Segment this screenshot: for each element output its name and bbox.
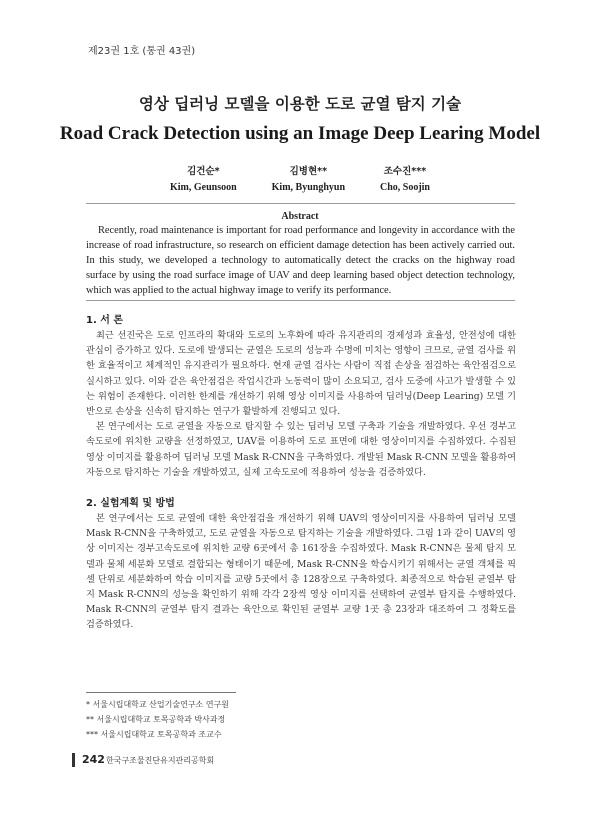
abstract-bottom-rule <box>86 300 515 301</box>
section-body-introduction <box>86 328 516 480</box>
section-body-methods <box>86 511 516 633</box>
footnote: ** 서울시립대학교 토목공학과 박사과정 <box>86 715 226 724</box>
author <box>272 163 345 193</box>
paper-title-english: Road Crack Detection using an Image Deep Learing Model <box>59 123 541 144</box>
journal-issue: 제23권 1호 (통권 43권) <box>88 46 196 57</box>
paragraph: 본 연구에서는 도로 균열에 대한 육안점검을 개선하기 위해 UAV의 영상이미지를 사용하여 딥러닝 모델 Mask R-CNN을 구축하였고, 도로 균열을 자동으로 탐지하는 기술을 개발하였다. 그림 1과 같이 UAV의 영상 이미지는 경부고속도로에 위치한 교량 6곳에서 총 161장을 수집하였다. Mask R-CNN은 물체 탐지 모델과 물체 세분화 모델로 결합되는 형태이기 때문에, Mask R-CNN을 학습시키기 위해서는 균열 객체를 픽셀 단위로 세분화하여 학습 이미지를 교량 5곳에서 총 128장으로 구축하였다. 최종적으로 학습된 균열부 탐지 Mask R-CNN의 성능을 확인하기 위해 각각 2장씩 영상 이미지를 선택하여 균열부 탐지를 수행하였다. Mask R-CNN의 균열부 탐지 결과는 육안으로 확인된 균열부 교량 1곳 총 23장과 대조하여 그 정확도를 검증하였다. <box>86 513 516 631</box>
author-name-english: Kim, Geunsoon <box>170 182 237 193</box>
paragraph: 최근 선진국은 도로 인프라의 확대와 도로의 노후화에 따라 유지관리의 경제성과 효율성, 안전성에 대한 관심이 증가하고 있다. 도로에 발생되는 균열은 도로의 성능과 수명에 미치는 영향이 크므로, 균열 검사를 위한 효율적이고 체계적인 유지관리가 필요하다. 현재 균열 검사는 사람이 직접 손상을 점검하는 육안점검으로 실시하고 있다. 이와 같은 육안점검은 작업시간과 노동력이 많이 소요되고, 검사 도중에 사고가 발생할 수 있는 위험이 존재한다. 이러한 한계를 개선하기 위해 영상 이미지를 사용하여 딥러닝(Deep Learing) 모델 기반으로 손상을 신속히 탐지하는 연구가 활발하게 진행되고 있다. <box>86 330 516 418</box>
footnotes <box>86 697 229 742</box>
author-name-korean: 조수진*** <box>383 166 427 177</box>
section-heading-introduction: 1. 서 론 <box>86 315 124 326</box>
page-number: 242 <box>82 753 105 766</box>
author <box>170 163 237 193</box>
author-name-english: Cho, Soojin <box>379 182 430 193</box>
author-name-korean: 김병현** <box>289 166 328 177</box>
paragraph: 본 연구에서는 도로 균열을 자동으로 탐지할 수 있는 딥러닝 모델 구축과 기술을 개발하였다. 우선 경부고속도로에 위치한 교량을 선정하였고, UAV를 이용하여 도로 표면에 대한 영상이미지를 수집하였다. 수집된 영상 이미지를 활용하여 딥러닝 모델 Mask R-CNN을 구축하였다. 개발된 Mask R-CNN 모델을 활용하여 자동으로 탐지하는 기술을 개발하였고, 실제 고속도로에 적용하여 성능을 검증하였다. <box>86 421 516 478</box>
author-name-korean: 김건순* <box>187 166 220 177</box>
footnote: * 서울시립대학교 산업기술연구소 연구원 <box>86 700 230 709</box>
section-heading-methods: 2. 실험계획 및 방법 <box>86 498 175 509</box>
abstract-top-rule <box>86 203 515 204</box>
footer-bar <box>72 753 75 767</box>
footnote: *** 서울시립대학교 토목공학과 조교수 <box>86 730 222 739</box>
author <box>380 163 430 193</box>
footnote-rule <box>86 692 236 693</box>
author-list <box>170 163 430 193</box>
abstract-text: Recently, road maintenance is important for road performance and longevity in accordance with the increase of road infrastructure, so research on efficient damage detection has been actively carried out. In this study, we developed a technology to automatically detect the cracks on the highway road surface by using the road surface image of UAV and deep learning based object detection technology, which was applied to the actual highway image to verify its performance. <box>86 225 515 296</box>
author-name-english: Kim, Byunghyun <box>271 182 346 193</box>
paper-title-korean: 영상 딥러닝 모델을 이용한 도로 균열 탐지 기술 <box>138 95 462 113</box>
journal-name: 한국구조물진단유지관리공학회 <box>106 756 215 765</box>
abstract-heading: Abstract <box>281 211 319 222</box>
